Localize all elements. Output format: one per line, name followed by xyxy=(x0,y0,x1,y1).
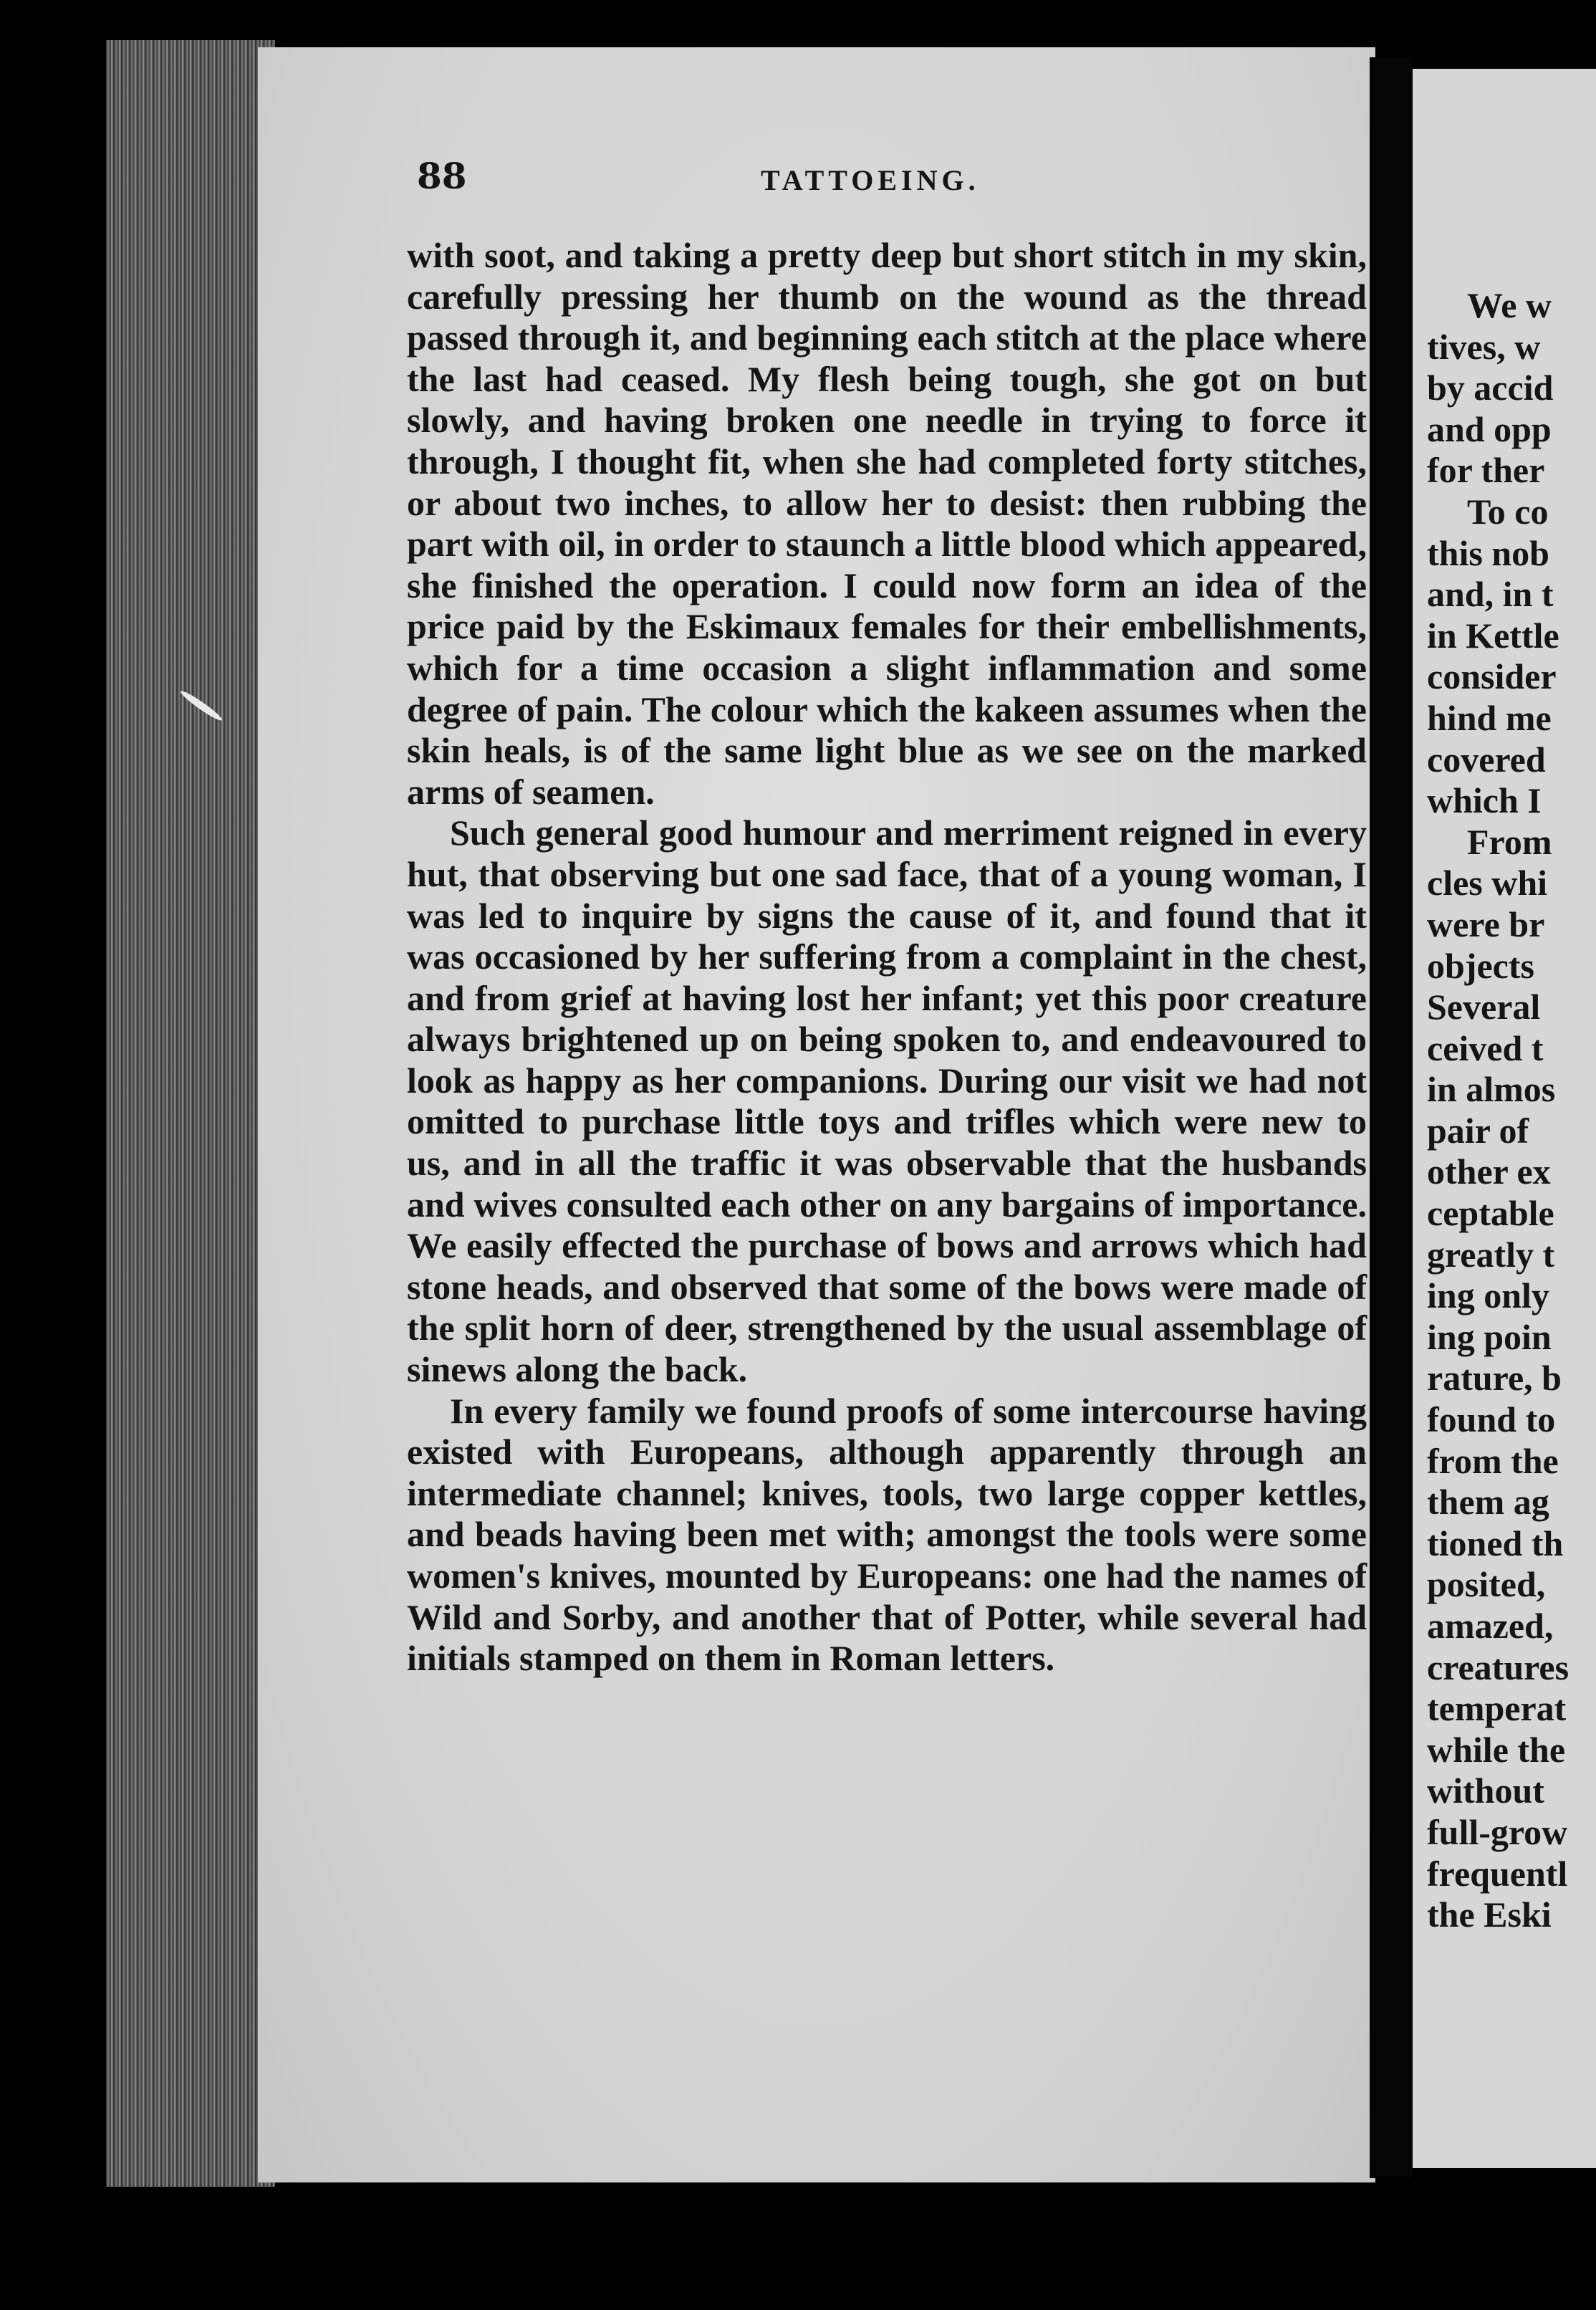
right-page-line: the Eski xyxy=(1427,1894,1552,1935)
right-page-line: ing poin xyxy=(1427,1316,1552,1357)
right-page-line: while the xyxy=(1427,1729,1566,1770)
right-page-line: tives, w xyxy=(1427,326,1541,367)
right-page-line: in Kettle xyxy=(1427,615,1559,656)
right-page-line: other ex xyxy=(1427,1151,1551,1192)
right-page-line: ceived t xyxy=(1427,1027,1544,1068)
right-page-line: this nob xyxy=(1427,532,1549,573)
right-page-line: objects xyxy=(1427,945,1534,986)
left-page xyxy=(258,47,1375,2182)
right-page-line: and, in t xyxy=(1427,574,1554,615)
paragraph: with soot, and taking a pretty deep but short stitch in my skin, carefully pressing her thumb on the wound as the thread passed through it, and beginning each stitch at the place where the last had ceased. My flesh being tough, she got on but slowly, and having broken one needle in trying to force it through, I thought fit, when she had completed forty stitches, or about two inches, to allow her to desist: then rubbing the part with oil, in order to staunch a little blood which appeared, she finished the operation. I could now form an idea of the price paid by the Eskimaux females for their embellishments, which for a time occasion a slight inflammation and some degree of pain. The colour which the kakeen assumes when the skin heals, is of the same light blue as we see on the marked arms of seamen. xyxy=(407,235,1367,812)
right-page-line: and opp xyxy=(1427,408,1552,449)
right-page-line: amazed, xyxy=(1427,1606,1554,1646)
right-page-line: We w xyxy=(1467,285,1552,325)
right-page-line: pair of xyxy=(1427,1110,1529,1151)
right-page-line: temperat xyxy=(1427,1688,1567,1729)
right-page-line: tioned th xyxy=(1427,1523,1564,1563)
running-head: TATTOEING. xyxy=(761,164,980,196)
right-page-line: by accid xyxy=(1427,368,1554,408)
paragraph: Such general good humour and merriment reigned in every hut, that observing but one sad face, that of a young woman, I was led to inquire by signs the cause of it, and found that it was occasioned by her suffering from a complaint in the chest, and from grief at having lost her infant; yet this poor creature always brightened up on being spoken to, and endeavoured to look as happy as her companions. During our visit we had not omitted to purchase little toys and trifles which were new to us, and in all the traffic it was observable that the husbands and wives consulted each other on any bargains of importance. We easily effected the purchase of bows and arrows which had stone heads, and observed that some of the bows were made of the split horn of deer, strengthened by the usual assemblage of sinews along the back. xyxy=(407,813,1367,1390)
right-page-line: them ag xyxy=(1427,1482,1549,1523)
right-page-line: greatly t xyxy=(1427,1234,1555,1275)
right-page-line: from the xyxy=(1427,1440,1559,1481)
right-page-line: found to xyxy=(1427,1399,1556,1440)
right-page-line: covered xyxy=(1427,739,1546,780)
right-page-line: Several xyxy=(1427,987,1541,1027)
right-page-line: From xyxy=(1467,821,1552,862)
right-page-line: hind me xyxy=(1427,697,1552,738)
right-page-line: consider xyxy=(1427,656,1557,697)
right-page-line: full-grow xyxy=(1427,1811,1568,1852)
right-page-line: in almos xyxy=(1427,1069,1556,1110)
right-page xyxy=(1413,69,1596,2168)
right-page-line: To co xyxy=(1467,491,1549,532)
right-page-line: creatures xyxy=(1427,1647,1569,1687)
right-page-line: for ther xyxy=(1427,450,1545,491)
book-gutter xyxy=(1370,57,1413,2178)
right-page-line: were br xyxy=(1427,904,1545,944)
page-header xyxy=(417,155,1341,212)
right-page-line: without xyxy=(1427,1770,1544,1811)
right-page-line: which I xyxy=(1427,780,1542,821)
page-number: 88 xyxy=(417,155,467,197)
right-page-line: frequentl xyxy=(1427,1853,1568,1894)
right-page-line: rature, b xyxy=(1427,1358,1562,1399)
book-page-edges xyxy=(106,40,275,2187)
right-page-line: posited, xyxy=(1427,1564,1546,1605)
right-page-line: ceptable xyxy=(1427,1193,1554,1234)
right-page-line: cles whi xyxy=(1427,863,1548,904)
right-page-line: ing only xyxy=(1427,1275,1549,1316)
right-page-text xyxy=(1427,285,1596,1936)
paragraph: In every family we found proofs of some intercourse having existed with Europeans, although apparently through an intermediate channel; knives, tools, two large copper kettles, and beads having been met with; amongst the tools were some women's knives, mounted by Europeans: one had the names of Wild and Sorby, and another that of Potter, while several had initials stamped on them in Roman letters. xyxy=(407,1390,1367,1679)
body-text xyxy=(407,235,1367,1679)
